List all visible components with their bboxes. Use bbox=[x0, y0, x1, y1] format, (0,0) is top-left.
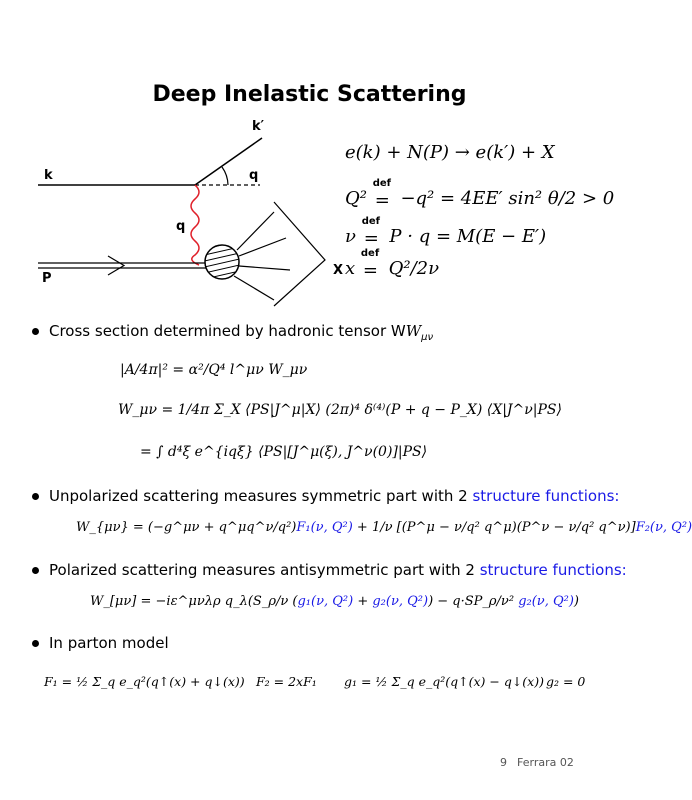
dis-diagram bbox=[30, 110, 360, 310]
bullet-unpolarized: Unpolarized scattering measures symmetric part with 2 structure functions: bbox=[32, 487, 619, 505]
final-state-envelope bbox=[274, 202, 325, 306]
label-kprime: k′ bbox=[252, 119, 265, 134]
antisymmetric-tensor-equation: W_[μν] = −iε^μνλρ q_λ(S_ρ/ν (g₁(ν, Q²) + g₂(ν, Q²)) − q·SP_ρ/ν² g₂(ν, Q²)) bbox=[90, 594, 579, 609]
page-footer bbox=[500, 756, 584, 769]
q2-definition bbox=[345, 178, 615, 211]
hadron-jet-3 bbox=[239, 266, 290, 270]
symmetric-tensor-equation: W_{μν} = (−g^μν + q^μq^ν/q²)F₁(ν, Q²) + 1/ν [(P^μ − ν/q² q^μ)(P^ν − ν/q² q^ν)]F₂(ν, Q²) bbox=[76, 520, 692, 535]
bullet-dot bbox=[32, 567, 39, 574]
hadronic-tensor-integral: = ∫ d⁴ξ e^{iqξ} ⟨PS|[J^μ(ξ), J^ν(0)]|PS⟩ bbox=[140, 444, 428, 460]
parton-g2: g₂ = 0 bbox=[546, 674, 586, 689]
def-symbol: def = bbox=[360, 248, 380, 281]
g2-term: g₂(ν, Q²) bbox=[372, 594, 429, 609]
bullet-dot bbox=[32, 328, 39, 335]
q2-rhs: −q² = 4EE′ sin² θ/2 > 0 bbox=[400, 188, 615, 209]
F1-term: F₁(ν, Q²) bbox=[296, 520, 353, 535]
page-title: Deep Inelastic Scattering bbox=[152, 82, 467, 107]
scattering-angle-arc bbox=[222, 167, 228, 185]
x-lhs: x bbox=[345, 258, 356, 279]
x-definition bbox=[345, 248, 440, 281]
proton-arrow bbox=[108, 256, 124, 275]
x-rhs: Q²/2ν bbox=[388, 258, 440, 279]
hadronic-tensor-def: W_μν = 1/4π Σ_X ⟨PS|J^μ|X⟩ (2π)⁴ δ⁽⁴⁾(P + q − P_X) ⟨X|J^ν|PS⟩ bbox=[118, 402, 562, 418]
photon-line bbox=[191, 185, 199, 265]
structure-functions-link[interactable]: structure functions: bbox=[479, 561, 627, 579]
nu-definition bbox=[345, 216, 547, 249]
parton-F2: F₂ = 2xF₁ bbox=[256, 674, 317, 689]
q2-lhs: Q² bbox=[345, 188, 367, 209]
amplitude-equation: |A/4π|² = α²/Q⁴ l^μν W_μν bbox=[120, 362, 308, 378]
label-k: k bbox=[44, 168, 53, 183]
reaction-equation: e(k) + N(P) → e(k′) + X bbox=[345, 142, 555, 163]
label-q-right: q bbox=[249, 168, 259, 183]
def-symbol: def = bbox=[372, 178, 392, 211]
structure-functions-link[interactable]: structure functions: bbox=[472, 487, 620, 505]
hadronic-blob bbox=[200, 240, 244, 286]
F2-term: F₂(ν, Q²) bbox=[635, 520, 692, 535]
footer-venue: Ferrara 02 bbox=[517, 756, 574, 769]
bullet-parton-model: In parton model bbox=[32, 634, 169, 652]
nu-lhs: ν bbox=[345, 226, 356, 247]
bullet-dot bbox=[32, 493, 39, 500]
label-P: P bbox=[42, 271, 52, 286]
nu-rhs: P · q = M(E − E′) bbox=[389, 226, 547, 247]
parton-F1: F₁ = ½ Σ_q e_q²(q↑(x) + q↓(x)) bbox=[44, 674, 245, 689]
bullet-polarized: Polarized scattering measures antisymmetric part with 2 structure functions: bbox=[32, 561, 627, 579]
g1-term: g₁(ν, Q²) bbox=[297, 594, 354, 609]
label-X: X bbox=[333, 263, 344, 278]
page-number: 9 bbox=[500, 756, 507, 769]
bullet-cross-section: Cross section determined by hadronic tensor $WW_{\mu\nu}$ bbox=[32, 322, 433, 343]
hadron-jet-4 bbox=[234, 276, 274, 300]
parton-g1: g₁ = ½ Σ_q e_q²(q↑(x) − q↓(x)) bbox=[344, 674, 544, 689]
label-q-photon: q bbox=[176, 219, 186, 234]
bullet-dot bbox=[32, 640, 39, 647]
g2-term: g₂(ν, Q²) bbox=[518, 594, 574, 609]
def-symbol: def = bbox=[361, 216, 380, 249]
